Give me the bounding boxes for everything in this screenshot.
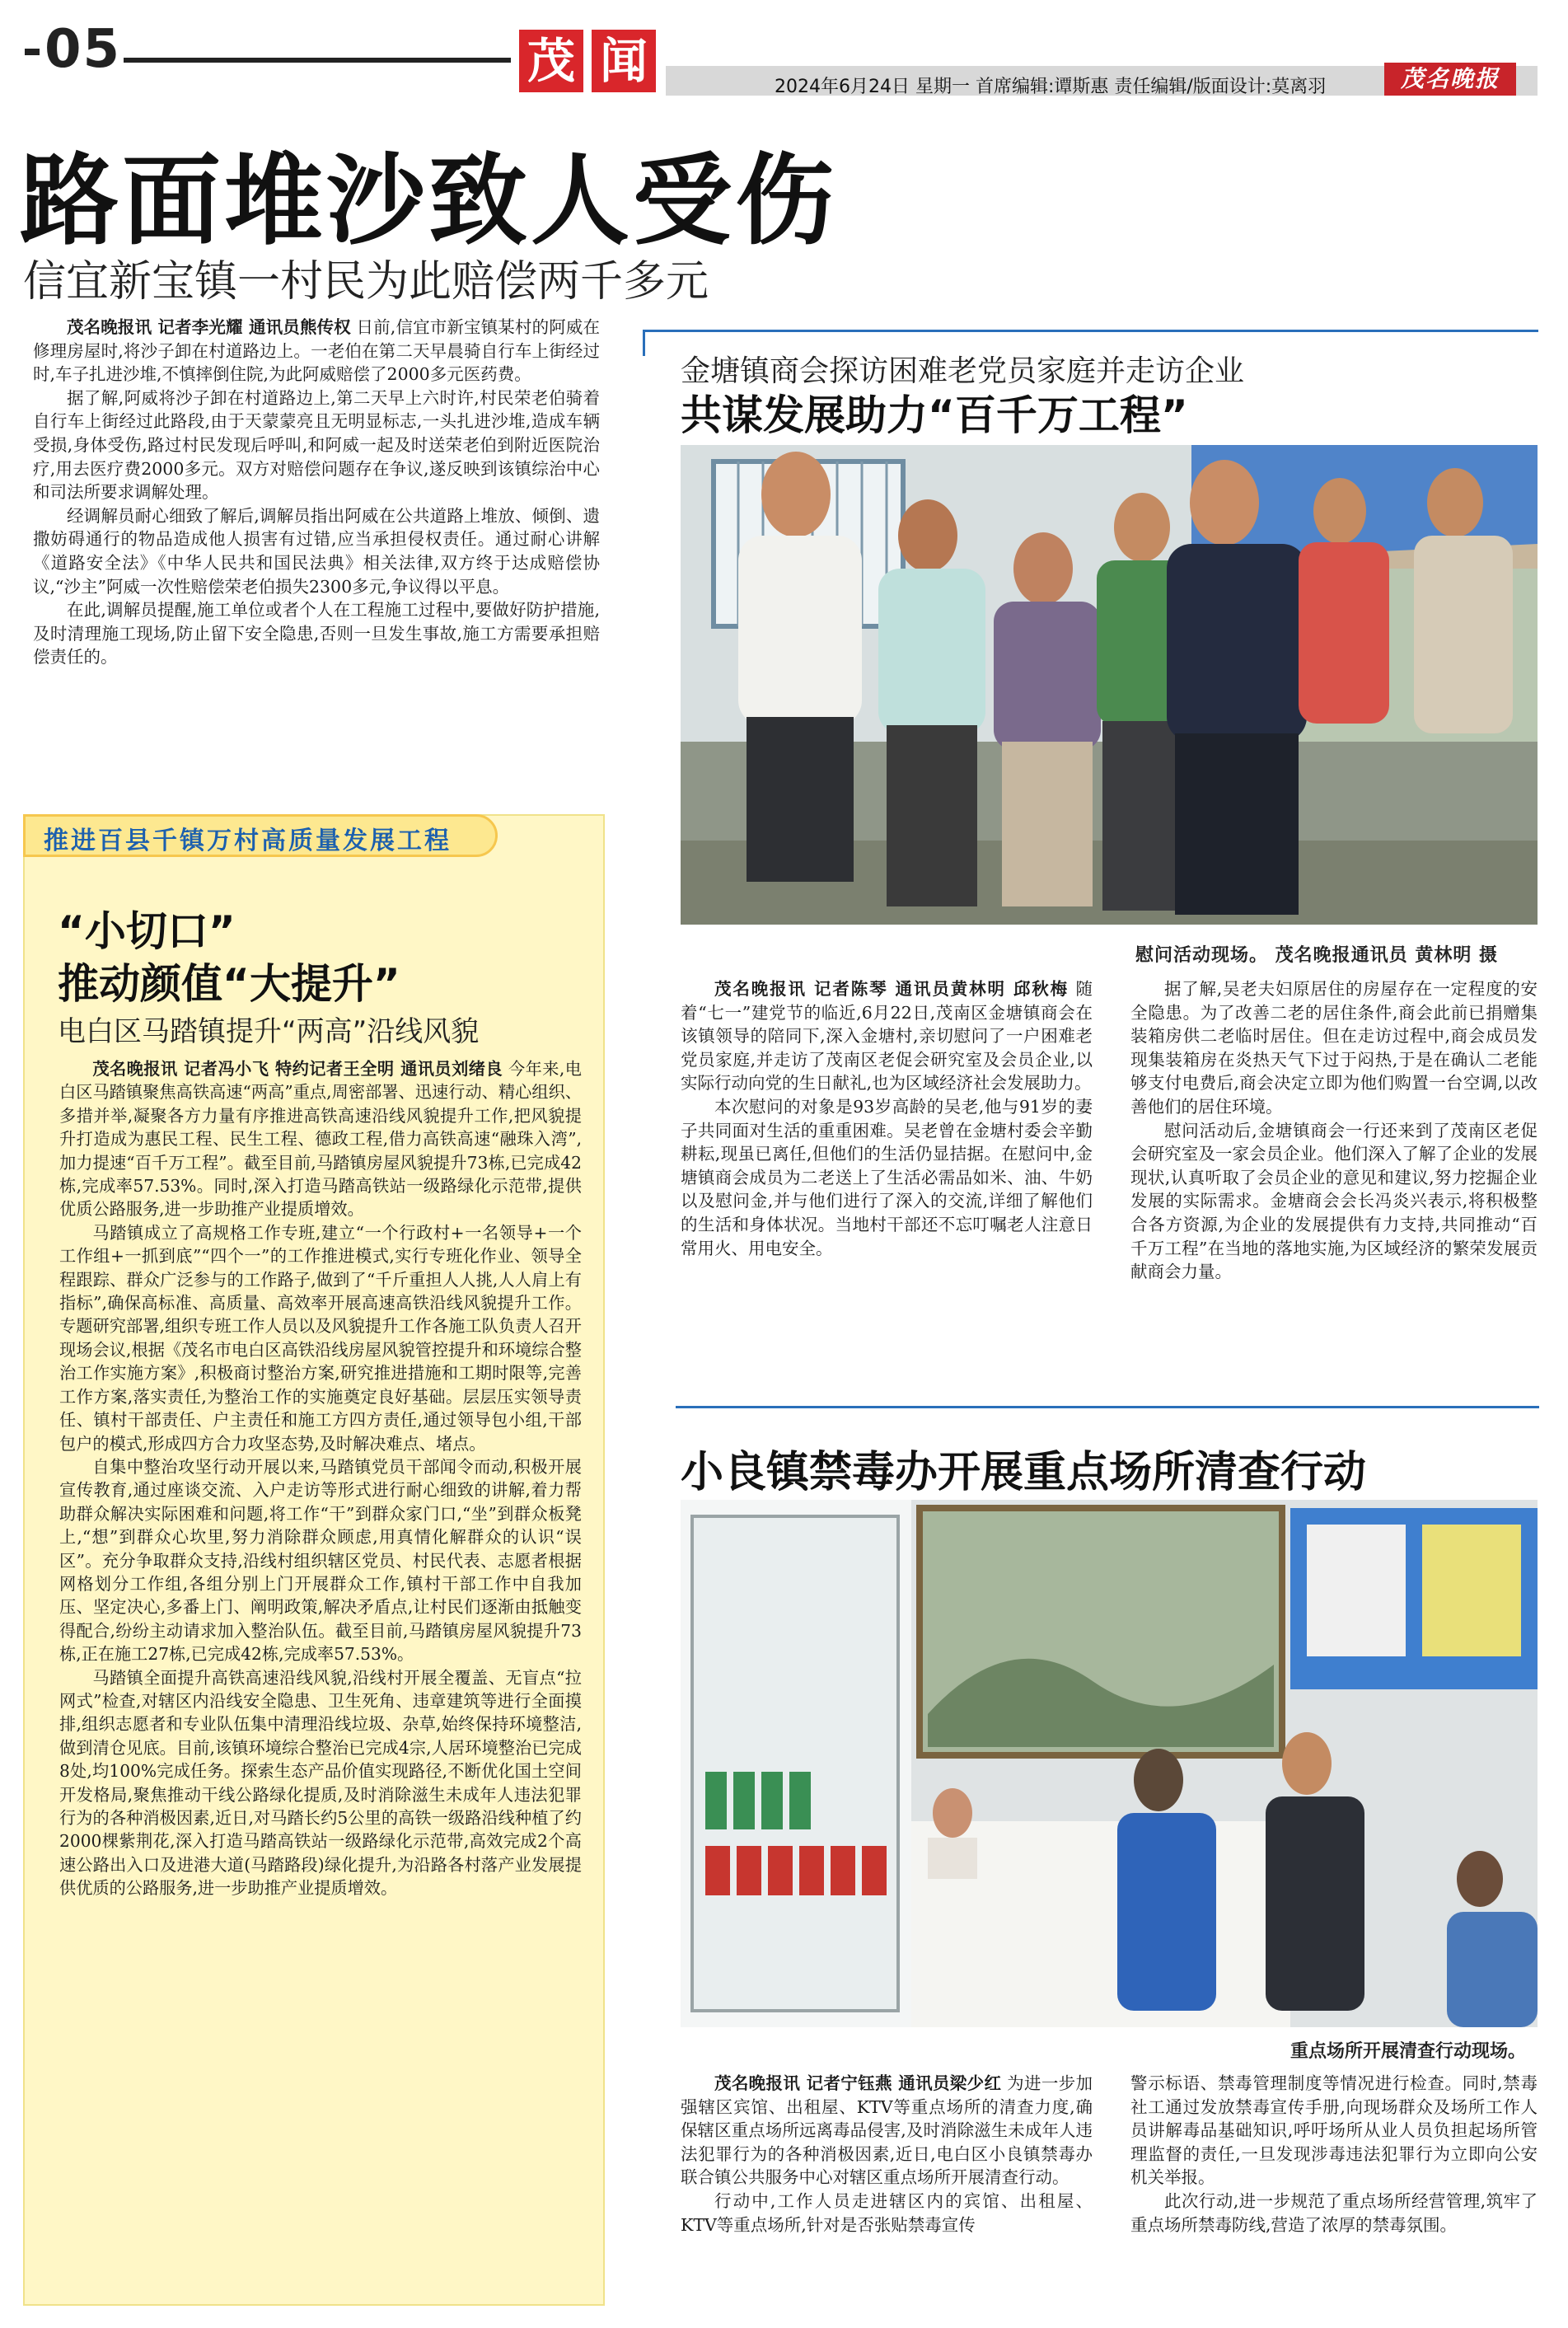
feature-headline-line: “小切口” (58, 907, 236, 955)
lead-headline: 路面堆沙致人受伤 (20, 144, 837, 259)
story2-byline: 茂名晚报讯 记者陈琴 通讯员黄林明 邱秋梅 (714, 979, 1070, 999)
feature-byline: 茂名晚报讯 记者冯小飞 特约记者王全明 通讯员刘绪良 (92, 1059, 503, 1079)
feature-headline-line: 推动颜值“大提升” (58, 960, 400, 1008)
feature-subheadline: 电白区马踏镇提升“两高”沿线风貌 (58, 1015, 480, 1048)
masthead-logo: 茂名晚报 (1384, 63, 1516, 96)
feature-body (59, 1057, 582, 1900)
lead-subheadline: 信宜新宝镇一村民为此赔偿两千多元 (23, 257, 709, 307)
feature-paragraph: 马踏镇全面提升高铁高速沿线风貌,沿线村开展全覆盖、无盲点“拉网式”检查,对辖区内沿线安全隐患、卫生死角、违章建筑等进行全面摸排,组织志愿者和专业队伍集中清理沿线垃圾、杂草,始终保持环境整洁,做到清仓见底。目前,该镇环境综合整治已完成4宗,人居环境整治已完成8处,均100%完成任务。探索生态产品价值实现路径,不断优化国土空间开发格局,聚焦推动干线公路绿化提质,及时消除滋生未成年人违法犯罪行为的各种消极因素,近日,对马踏长约5公里的高铁一级路沿线种植了约2000棵紫荆花,深入打造马踏高铁站一级路绿化示范带,高效完成2个高速公路出入口及进港大道(马踏路段)绿化提升,为沿路各村落产业发展提供优质的公路服务,进一步助推产业提质增效。 (59, 1667, 582, 1899)
lead-paragraph: 据了解,阿威将沙子卸在村道路边上,第二天早上六时许,村民荣老伯骑着自行车上街经过此路段,由于天蒙蒙亮且无明显标志,一头扎进沙堆,造成车辆受损,身体受伤,路过村民发现后呼叫,和阿威一起及时送荣老伯到附近医院治疗,用去医疗费2000多元。双方对赔偿问题存在争议,遂反映到该镇综治中心和司法所要求调解处理。 (33, 387, 600, 503)
story2-headline: 共谋发展助力“百千万工程” (681, 391, 1188, 439)
lead-body (33, 316, 600, 669)
date-line: 2024年6月24日 星期一 首席编辑:谭斯惠 责任编辑/版面设计:莫离羽 (775, 77, 1327, 97)
story3-column-2 (1130, 2072, 1538, 2237)
story2-paragraph: 本次慰问的对象是93岁高龄的吴老,他与91岁的妻子共同面对生活的重重困难。吴老曾在金塘村委会辛勤耕耘,现虽已离任,但他们的生活仍显拮据。在慰问中,金塘镇商会成员为二老送上了生活必需品如米、油、牛奶以及慰问金,并与他们进行了深入的交流,详细了解他们的生活和身体状况。当地村干部还不忘叮嘱老人注意日常用火、用电安全。 (681, 1096, 1093, 1258)
lead-paragraph: 经调解员耐心细致了解后,调解员指出阿威在公共道路上堆放、倾倒、遗撒妨碍通行的物品造成他人损害有过错,应当承担侵权责任。通过耐心讲解《道路安全法》《中华人民共和国民法典》相关法律,双方终于达成赔偿协议,“沙主”阿威一次性赔偿荣老伯损失2300多元,争议得以平息。 (33, 505, 600, 597)
story3-paragraph: 警示标语、禁毒管理制度等情况进行检查。同时,禁毒社工通过发放禁毒宣传手册,向现场群众及场所工作人员讲解毒品基础知识,呼吁场所从业人员负担起场所管理监督的责任,一旦发现涉毒违法犯罪行为立即向公安机关举报。 (1130, 2073, 1538, 2188)
story2-paragraph: 慰问活动后,金塘镇商会一行还来到了茂南区老促会研究室及一家会员企业。他们深入了解了企业的发展现状,认真听取了会员企业的意见和建议,努力挖掘企业发展的实际需求。金塘商会会长冯炎兴表示,将积极整合各方资源,为企业的发展提供有力支持,共同推动“百千万工程”在当地的落地实施,为区域经济的繁荣发展贡献商会力量。 (1130, 1120, 1538, 1282)
story3-photo (681, 1500, 1538, 2027)
section-char-2: 闻 (592, 30, 656, 92)
story2-paragraph: 随着“七一”建党节的临近,6月22日,茂南区金塘镇商会在该镇领导的陪同下,深入金塘村,亲切慰问了一户困难老党员家庭,并走访了茂南区老促会研究室及会员企业,以实际行动向党的生日献礼,也为区域经济社会发展助力。 (681, 979, 1093, 1094)
header-rule-left (124, 58, 511, 63)
story2-photo-caption: 慰问活动现场。 茂名晚报通讯员 黄林明 摄 (1135, 945, 1498, 966)
story3-photo-caption: 重点场所开展清查行动现场。 (1290, 2041, 1527, 2062)
story2-column-1 (681, 977, 1093, 1260)
feature-paragraph: 今年来,电白区马踏镇聚焦高铁高速“两高”重点,周密部署、迅速行动、精心组织、多措并举,凝聚各方力量有序推进高铁高速沿线风貌提升工作,把风貌提升打造成为惠民工程、民生工程、德政工程,借力高铁高速“融珠入湾”,加力提速“百千万工程”。截至目前,马踏镇房屋风貌提升73栋,已完成42栋,完成率57.53%。同时,深入打造马踏高铁站一级路绿化示范带,提供优质公路服务,进一步助推产业提质增效。 (59, 1059, 582, 1220)
story3-paragraph: 行动中,工作人员走进辖区内的宾馆、出租屋、KTV等重点场所,针对是否张贴禁毒宣传 (681, 2190, 1093, 2235)
story2-column-2 (1130, 977, 1538, 1284)
section-tag (519, 30, 659, 92)
story3-paragraph: 为进一步加强辖区宾馆、出租屋、KTV等重点场所的清查力度,确保辖区重点场所远离毒品侵害,及时消除滋生未成年人违法犯罪行为的各种消极因素,近日,电白区小良镇禁毒办联合镇公共服务中心对辖区重点场所开展清查行动。 (681, 2073, 1093, 2188)
story3-column-1 (681, 2072, 1093, 2237)
story3-paragraph: 此次行动,进一步规范了重点场所经营管理,筑牢了重点场所禁毒防线,营造了浓厚的禁毒氛围。 (1130, 2190, 1538, 2235)
feature-tab-label: 推进百县千镇万村高质量发展工程 (44, 827, 452, 855)
story2-photo (681, 445, 1538, 925)
story3-byline: 茂名晚报讯 记者宁钰燕 通讯员梁少红 (714, 2073, 1002, 2093)
story-divider (676, 1406, 1539, 1408)
story2-paragraph: 据了解,吴老夫妇原居住的房屋存在一定程度的安全隐患。为了改善二老的居住条件,商会此前已捐赠集装箱房供二老临时居住。但在走访过程中,商会成员发现集装箱房在炎热天气下过于闷热,于是在确认二老能够支付电费后,商会决定立即为他们购置一台空调,以改善他们的居住环境。 (1130, 979, 1538, 1117)
story3-headline: 小良镇禁毒办开展重点场所清查行动 (681, 1448, 1367, 1497)
lead-paragraph: 日前,信宜市新宝镇某村的阿威在修理房屋时,将沙子卸在村道路边上。一老伯在第二天早晨骑自行车上街经过时,车子扎进沙堆,不慎摔倒住院,为此阿威赔偿了2000多元医药费。 (33, 317, 600, 385)
right-column-rule-corner (643, 330, 645, 356)
page-number: 05 (25, 23, 121, 76)
right-column-rule (643, 330, 1538, 332)
feature-tab (23, 814, 498, 857)
lead-byline: 茂名晚报讯 记者李光耀 通讯员熊传权 (67, 317, 351, 337)
feature-paragraph: 马踏镇成立了高规格工作专班,建立“一个行政村+一名领导+一个工作组+一抓到底”“四个一”的工作推进模式,实行专班化作业、领导全程跟踪、群众广泛参与的工作路子,做到了“千斤重担人人挑,人人肩上有指标”,确保高标准、高质量、高效率开展高速高铁沿线风貌提升工作。专题研究部署,组织专班工作人员以及风貌提升工作各施工队负责人召开现场会议,根据《茂名市电白区高铁沿线房屋风貌管控提升和环境综合整治工作实施方案》,积极商讨整治方案,研究推进措施和工期时限等,完善工作方案,落实责任,为整治工作的实施奠定良好基础。层层压实领导责任、镇村干部责任、户主责任和施工方四方责任,通过领导包小组,干部包户的模式,形成四方合力攻坚态势,及时解决难点、堵点。 (59, 1222, 582, 1454)
feature-paragraph: 自集中整治攻坚行动开展以来,马踏镇党员干部闻令而动,积极开展宣传教育,通过座谈交流、入户走访等形式进行耐心细致的讲解,着力帮助群众解决实际困难和问题,将工作“干”到群众家门口,“坐”到群众板凳上,“想”到群众心坎里,努力消除群众顾虑,用真情化解群众的认识“误区”。充分争取群众支持,沿线村组织辖区党员、村民代表、志愿者根据网格划分工作组,各组分别上门开展群众工作,镇村干部工作中自我加压、坚定决心,多番上门、阐明政策,解决矛盾点,让村民们逐渐由抵触变得配合,纷纷主动请求加入整治队伍。截至目前,马踏镇房屋风貌提升73栋,正在施工27栋,已完成42栋,完成率57.53%。 (59, 1456, 582, 1665)
feature-headline (58, 905, 400, 1010)
section-char-1: 茂 (519, 30, 583, 92)
story2-kicker: 金塘镇商会探访困难老党员家庭并走访企业 (681, 354, 1245, 388)
lead-paragraph: 在此,调解员提醒,施工单位或者个人在工程施工过程中,要做好防护措施,及时清理施工现场,防止留下安全隐患,否则一旦发生事故,施工方需要承担赔偿责任的。 (33, 600, 600, 667)
